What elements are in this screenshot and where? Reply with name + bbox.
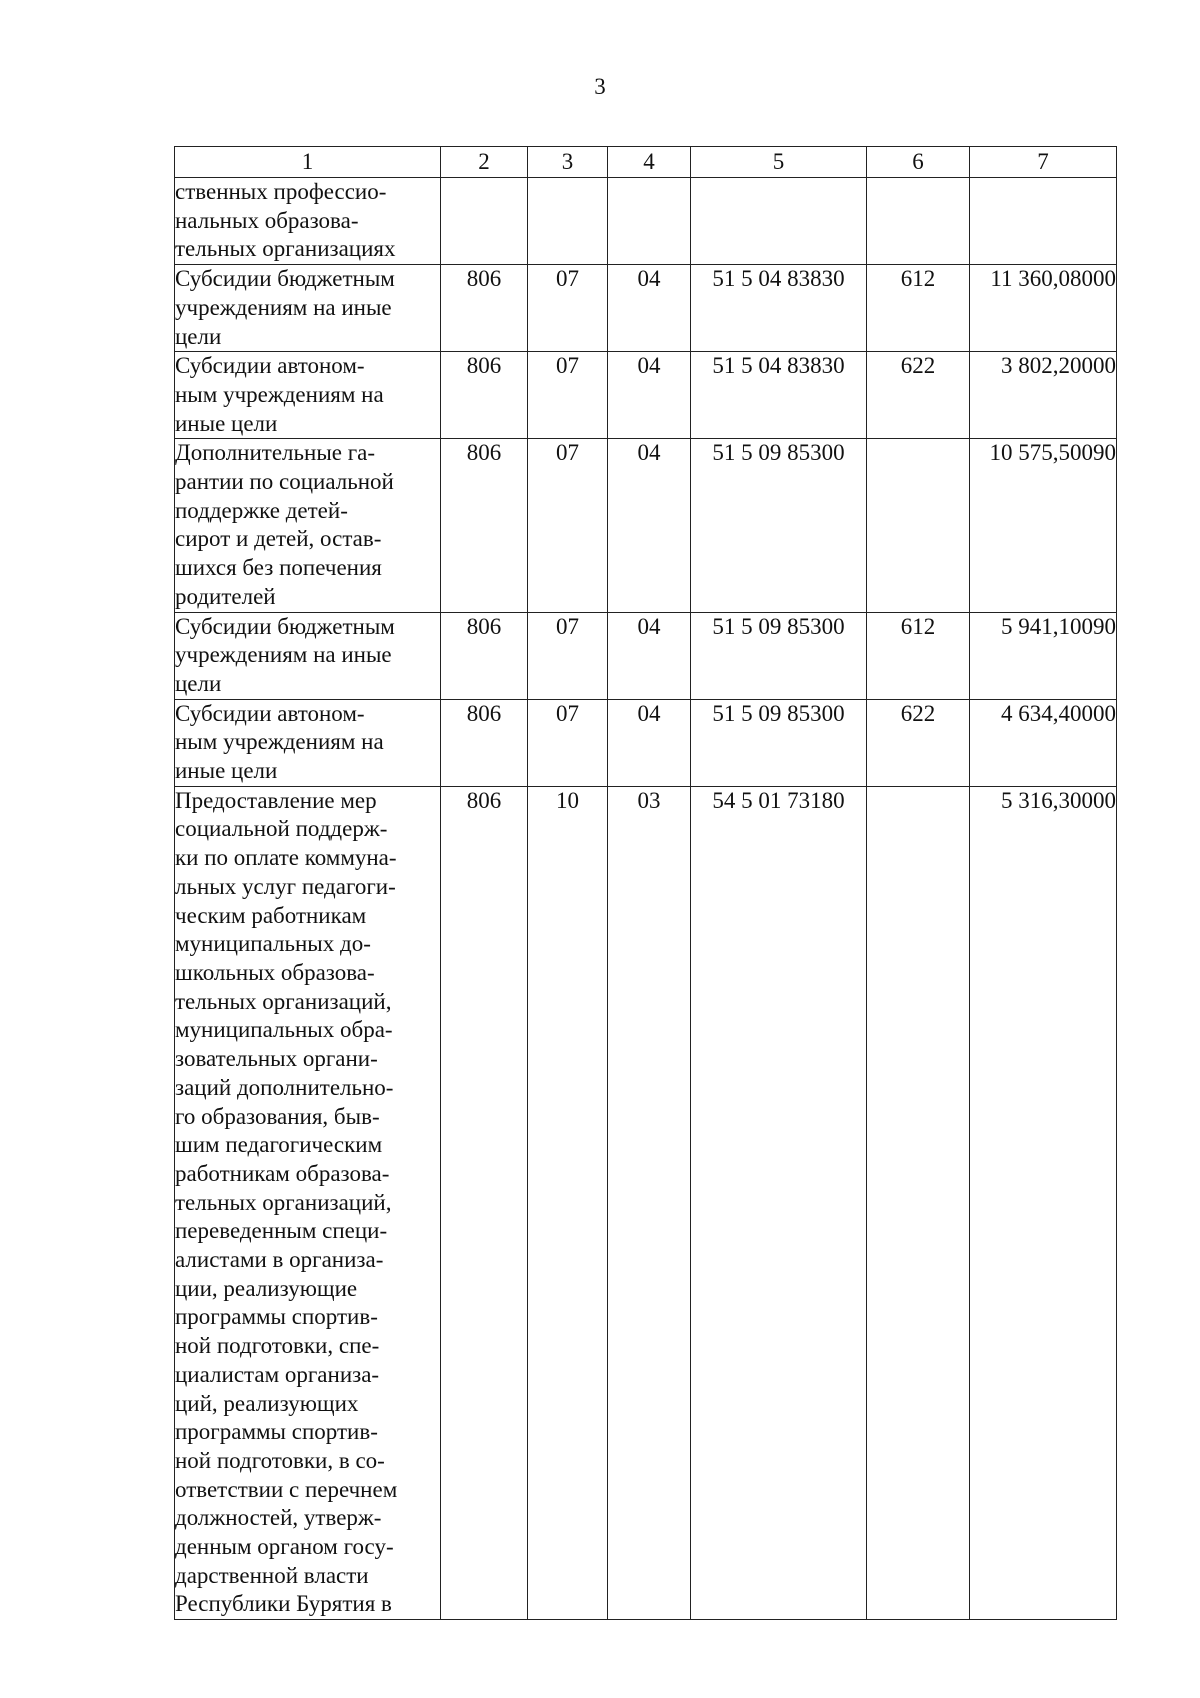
table-row [175,352,1117,439]
row-amount: 4 634,40000 [970,699,1117,786]
row-code-5 [691,178,867,265]
row-name: Субсидии автоном- ным учреждениям на иные цели [175,699,441,786]
row-name: Субсидии автоном- ным учреждениям на иные цели [175,352,441,439]
row-code-5: 51 5 04 83830 [691,265,867,352]
row-code-2: 806 [441,352,528,439]
row-name: Субсидии бюджетным учреждениям на иные цели [175,265,441,352]
table-row [175,265,1117,352]
row-code-6: 622 [867,699,970,786]
row-code-4: 03 [608,786,691,1619]
column-header: 6 [867,147,970,178]
row-amount: 3 802,20000 [970,352,1117,439]
row-name: Дополнительные га- рантии по социальной поддержке детей- сирот и детей, остав- шихся без попечения родителей [175,439,441,612]
row-code-3: 07 [528,612,608,699]
column-header: 4 [608,147,691,178]
row-code-6: 612 [867,612,970,699]
row-code-3: 07 [528,439,608,612]
table-row [175,612,1117,699]
row-code-3: 07 [528,699,608,786]
column-header: 2 [441,147,528,178]
row-code-6 [867,439,970,612]
row-code-2: 806 [441,439,528,612]
row-code-4: 04 [608,352,691,439]
table-row [175,178,1117,265]
row-code-5: 51 5 09 85300 [691,612,867,699]
row-code-2: 806 [441,265,528,352]
column-header: 7 [970,147,1117,178]
row-code-4 [608,178,691,265]
row-code-2: 806 [441,612,528,699]
column-header: 3 [528,147,608,178]
row-code-6 [867,786,970,1619]
row-code-3: 10 [528,786,608,1619]
row-amount: 11 360,08000 [970,265,1117,352]
row-amount: 5 316,30000 [970,786,1117,1619]
row-code-4: 04 [608,439,691,612]
row-code-6 [867,178,970,265]
row-code-6: 622 [867,352,970,439]
row-code-6: 612 [867,265,970,352]
row-code-3 [528,178,608,265]
row-code-2 [441,178,528,265]
header-row [175,147,1117,178]
row-code-2: 806 [441,786,528,1619]
row-code-4: 04 [608,612,691,699]
row-code-2: 806 [441,699,528,786]
row-code-5: 51 5 09 85300 [691,439,867,612]
table-row [175,439,1117,612]
row-code-5: 54 5 01 73180 [691,786,867,1619]
table-row [175,786,1117,1619]
budget-table [174,146,1117,1620]
page-number: 3 [594,74,606,99]
row-amount: 10 575,50090 [970,439,1117,612]
row-name: Субсидии бюджетным учреждениям на иные цели [175,612,441,699]
table-row [175,699,1117,786]
column-header: 1 [175,147,441,178]
column-header: 5 [691,147,867,178]
row-amount: 5 941,10090 [970,612,1117,699]
row-code-4: 04 [608,265,691,352]
row-name: ственных профессио- нальных образова- тельных организациях [175,178,441,265]
row-code-3: 07 [528,352,608,439]
row-code-3: 07 [528,265,608,352]
row-amount [970,178,1117,265]
row-name: Предоставление мер социальной поддерж- ки по оплате коммуна- льных услуг педагоги- ческим работникам муниципальных до- школьных образова- тельных организаций, муниципальных обра- зовательных органи- заций дополнительно- го образования, быв- шим педагогическим работникам образова- тельных организаций, переведенным специ- алистами в организа- ции, реализующие программы спортив- ной подготовки, спе- циалистам организа- ций, реализующих программы спортив- ной подготовки, в со- ответствии с перечнем должностей, утверж- денным органом госу- дарственной власти Республики Бурятия в [175,786,441,1619]
row-code-4: 04 [608,699,691,786]
row-code-5: 51 5 04 83830 [691,352,867,439]
row-code-5: 51 5 09 85300 [691,699,867,786]
